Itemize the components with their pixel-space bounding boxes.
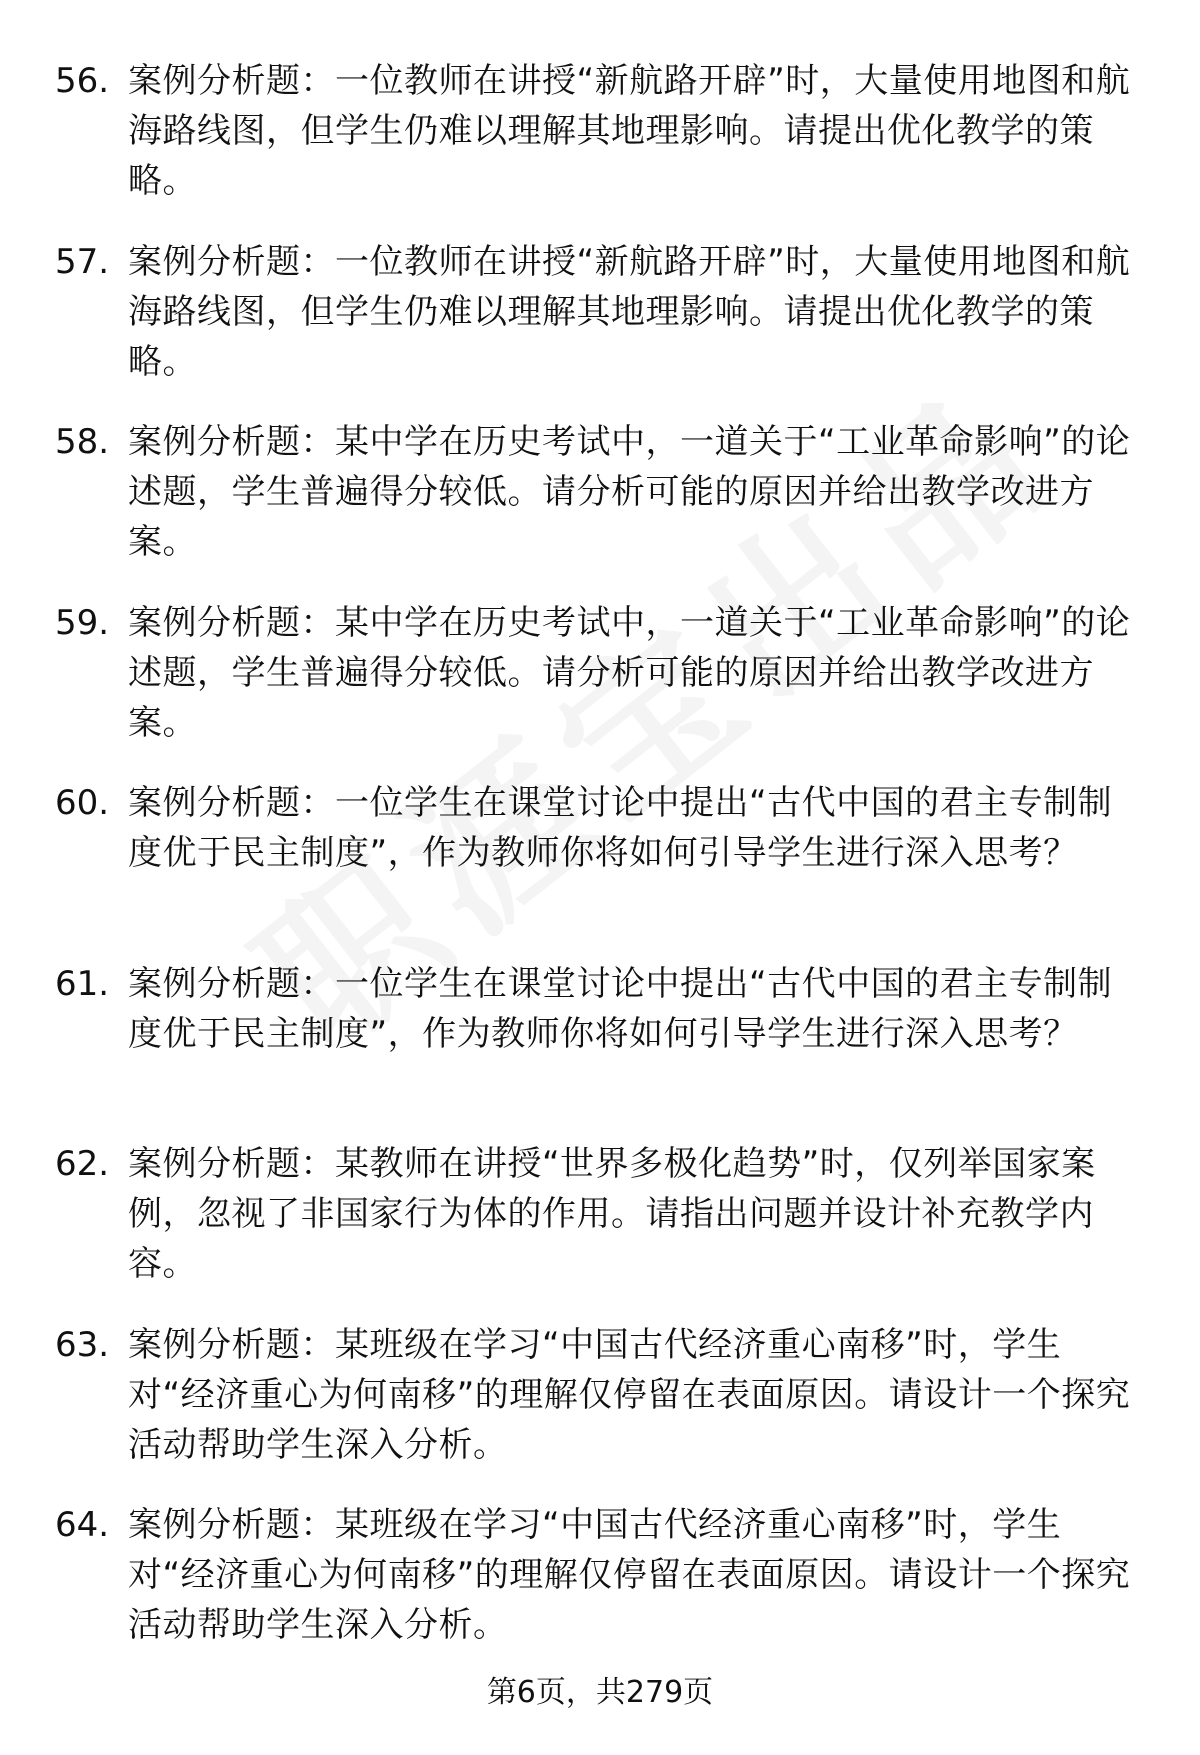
question-text: 案例分析题：一位教师在讲授“新航路开辟”时，大量使用地图和航海路线图，但学生仍难以理解其地理影响。请提出优化教学的策略。 <box>128 61 1131 201</box>
question-item <box>0 1139 1200 1320</box>
question-text: 案例分析题：一位学生在课堂讨论中提出“古代中国的君主专制制度优于民主制度”，作为教师你将如何引导学生进行深入思考？ <box>128 783 1113 873</box>
question-number: 56. <box>55 61 110 101</box>
question-number: 58. <box>55 422 110 462</box>
question-item <box>0 56 1200 237</box>
question-text: 案例分析题：某班级在学习“中国古代经济重心南移”时，学生对“经济重心为何南移”的理解仅停留在表面原因。请设计一个探究活动帮助学生深入分析。 <box>128 1324 1131 1465</box>
question-text: 案例分析题：一位学生在课堂讨论中提出“古代中国的君主专制制度优于民主制度”，作为教师你将如何引导学生进行深入思考？ <box>128 963 1113 1054</box>
question-text: 案例分析题：某中学在历史考试中，一道关于“工业革命影响”的论述题，学生普遍得分较低。请分析可能的原因并给出教学改进方案。 <box>128 422 1131 562</box>
question-text: 案例分析题：某教师在讲授“世界多极化趋势”时，仅列举国家案例，忽视了非国家行为体的作用。请指出问题并设计补充教学内容。 <box>128 1144 1096 1284</box>
question-text: 案例分析题：某班级在学习“中国古代经济重心南移”时，学生对“经济重心为何南移”的理解仅停留在表面原因。请设计一个探究活动帮助学生深入分析。 <box>128 1505 1131 1645</box>
question-list <box>0 56 1200 1681</box>
question-item <box>0 959 1200 1140</box>
question-text: 案例分析题：某中学在历史考试中，一道关于“工业革命影响”的论述题，学生普遍得分较低。请分析可能的原因并给出教学改进方案。 <box>128 602 1131 743</box>
question-number: 61. <box>55 963 110 1004</box>
question-item <box>0 1500 1200 1681</box>
question-number: 62. <box>55 1144 110 1184</box>
question-item <box>0 778 1200 959</box>
question-item <box>0 237 1200 418</box>
question-number: 64. <box>55 1505 110 1545</box>
question-number: 57. <box>55 241 110 282</box>
question-number: 63. <box>55 1324 110 1365</box>
question-number: 60. <box>55 783 110 823</box>
question-item <box>0 1320 1200 1501</box>
page-indicator: 第6页，共279页 <box>486 1675 714 1710</box>
question-item <box>0 598 1200 779</box>
question-item <box>0 417 1200 598</box>
question-number: 59. <box>55 602 110 643</box>
question-text: 案例分析题：一位教师在讲授“新航路开辟”时，大量使用地图和航海路线图，但学生仍难以理解其地理影响。请提出优化教学的策略。 <box>128 241 1131 382</box>
